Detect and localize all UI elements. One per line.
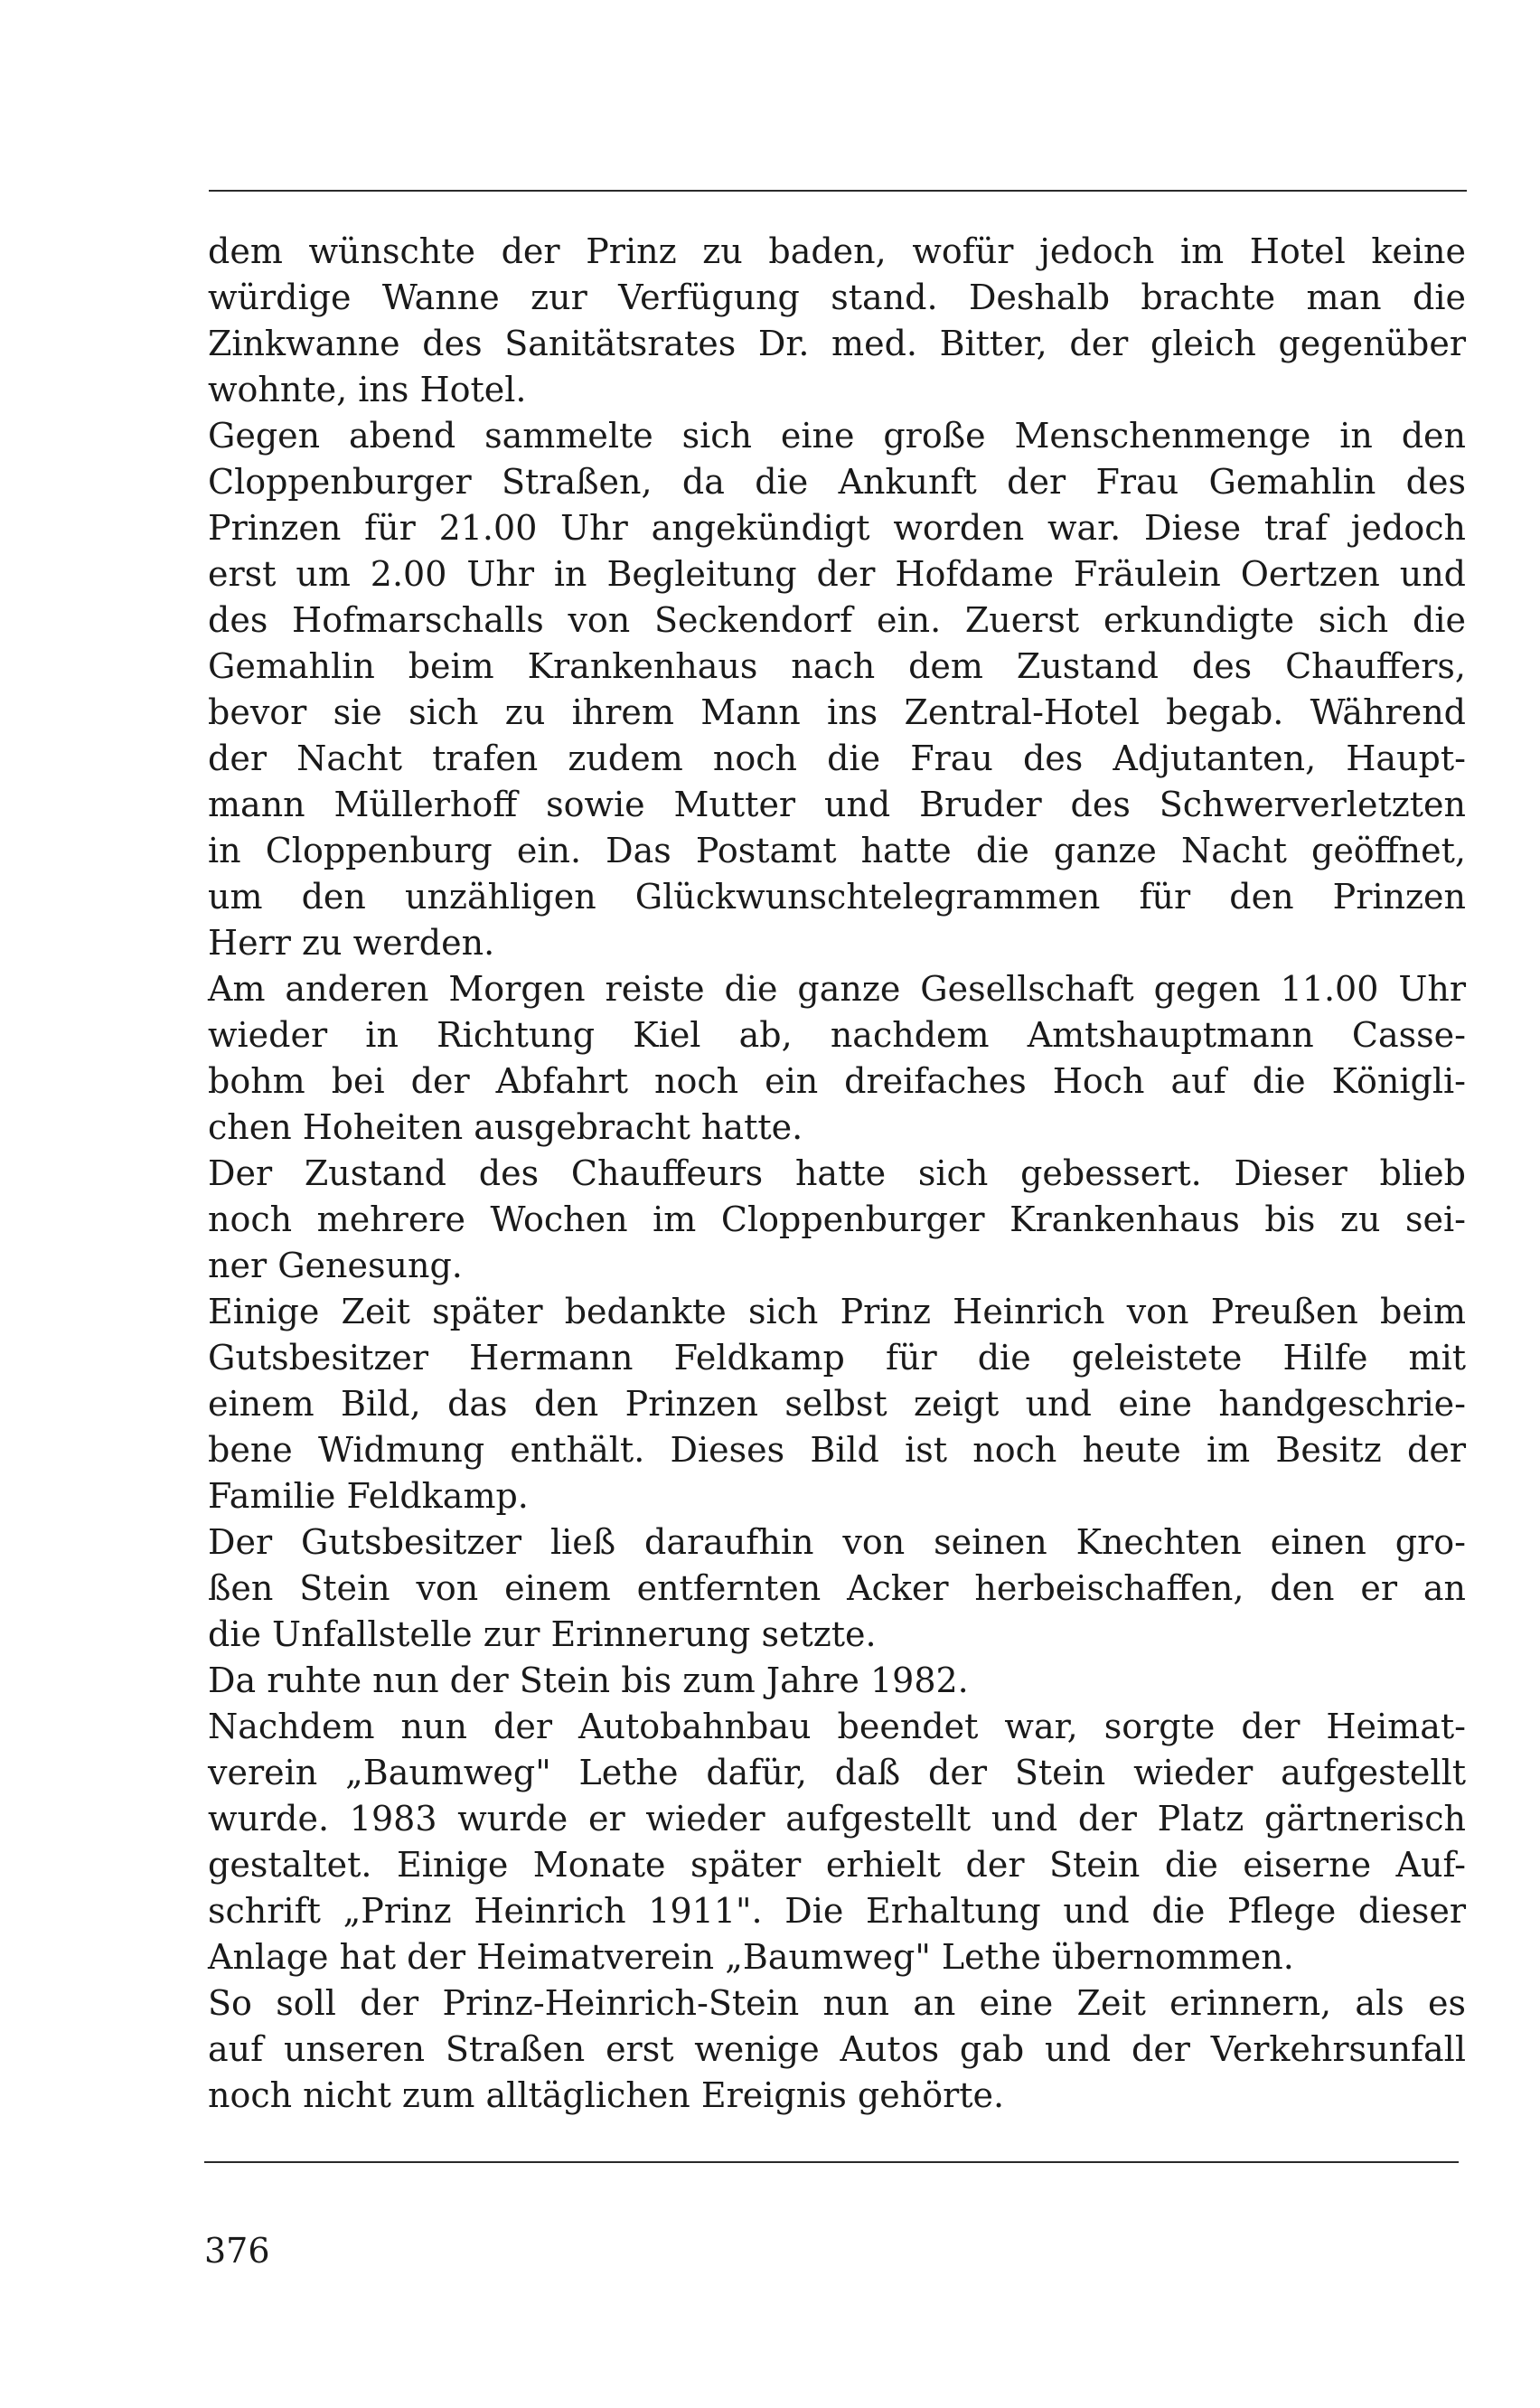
text-line: noch nicht zum alltäglichen Ereignis gehörte. xyxy=(208,2075,1005,2115)
text-line: bene Widmung enthält. Dieses Bild ist noch heute im Besitz der xyxy=(208,1430,1466,1470)
body-text xyxy=(208,229,1466,2119)
text-line: dem wünschte der Prinz zu baden, wofür jedoch im Hotel keine xyxy=(208,231,1466,271)
text-line: Der Gutsbesitzer ließ daraufhin von seinen Knechten einen gro- xyxy=(208,1522,1466,1562)
text-line: Gemahlin beim Krankenhaus nach dem Zustand des Chauffers, xyxy=(208,646,1466,686)
text-line: ßen Stein von einem entfernten Acker herbeischaffen, den er an xyxy=(208,1568,1466,1608)
page-number: 376 xyxy=(204,2231,270,2271)
text-line: Da ruhte nun der Stein bis zum Jahre 1982. xyxy=(208,1660,969,1700)
text-line: Nachdem nun der Autobahnbau beendet war, sorgte der Heimat- xyxy=(208,1707,1466,1746)
text-line: der Nacht trafen zudem noch die Frau des Adjutanten, Haupt- xyxy=(208,738,1466,778)
text-line: erst um 2.00 Uhr in Begleitung der Hofdame Fräulein Oertzen und xyxy=(208,554,1466,594)
text-line: bohm bei der Abfahrt noch ein dreifaches Hoch auf die Königli- xyxy=(208,1061,1466,1101)
text-line: gestaltet. Einige Monate später erhielt der Stein die eiserne Auf- xyxy=(208,1845,1466,1885)
text-line: wohnte, ins Hotel. xyxy=(208,370,527,409)
text-line: wieder in Richtung Kiel ab, nachdem Amtshauptmann Casse- xyxy=(208,1015,1466,1055)
text-line: in Cloppenburg ein. Das Postamt hatte die ganze Nacht geöffnet, xyxy=(208,831,1466,870)
text-line: um den unzähligen Glückwunschtelegrammen für den Prinzen xyxy=(208,877,1466,917)
text-line: chen Hoheiten ausgebracht hatte. xyxy=(208,1107,803,1147)
text-line: Anlage hat der Heimatverein „Baumweg" Lethe übernommen. xyxy=(208,1937,1294,1977)
text-line: mann Müllerhoff sowie Mutter und Bruder des Schwerverletzten xyxy=(208,785,1466,824)
text-line: auf unseren Straßen erst wenige Autos gab und der Verkehrsunfall xyxy=(208,2029,1466,2069)
text-line: So soll der Prinz-Heinrich-Stein nun an eine Zeit erinnern, als es xyxy=(208,1983,1466,2023)
text-line: Gutsbesitzer Hermann Feldkamp für die geleistete Hilfe mit xyxy=(208,1338,1466,1378)
text-line: Der Zustand des Chauffeurs hatte sich gebessert. Dieser blieb xyxy=(208,1153,1466,1193)
text-line: Zinkwanne des Sanitätsrates Dr. med. Bitter, der gleich gegenüber xyxy=(208,324,1466,363)
text-line: Familie Feldkamp. xyxy=(208,1476,529,1516)
text-line: einem Bild, das den Prinzen selbst zeigt und eine handgeschrie- xyxy=(208,1384,1466,1424)
text-line: noch mehrere Wochen im Cloppenburger Krankenhaus bis zu sei- xyxy=(208,1199,1466,1239)
text-line: des Hofmarschalls von Seckendorf ein. Zuerst erkundigte sich die xyxy=(208,600,1466,640)
text-line: Cloppenburger Straßen, da die Ankunft der Frau Gemahlin des xyxy=(208,462,1466,502)
text-line: schrift „Prinz Heinrich 1911". Die Erhaltung und die Pflege dieser xyxy=(208,1891,1466,1931)
text-line: bevor sie sich zu ihrem Mann ins Zentral-Hotel begab. Während xyxy=(208,692,1466,732)
text-line: Am anderen Morgen reiste die ganze Gesellschaft gegen 11.00 Uhr xyxy=(208,969,1466,1009)
text-line: wurde. 1983 wurde er wieder aufgestellt und der Platz gärtnerisch xyxy=(208,1799,1466,1839)
bottom-rule xyxy=(204,2161,1459,2163)
text-line: Herr zu werden. xyxy=(208,923,495,963)
text-line: ner Genesung. xyxy=(208,1246,463,1285)
text-line: Prinzen für 21.00 Uhr angekündigt worden war. Diese traf jedoch xyxy=(208,508,1466,548)
text-line: die Unfallstelle zur Erinnerung setzte. xyxy=(208,1614,877,1654)
text-line: verein „Baumweg" Lethe dafür, daß der Stein wieder aufgestellt xyxy=(208,1753,1466,1792)
text-line: Einige Zeit später bedankte sich Prinz Heinrich von Preußen beim xyxy=(208,1292,1466,1331)
text-line: Gegen abend sammelte sich eine große Menschenmenge in den xyxy=(208,416,1466,456)
top-rule xyxy=(209,190,1467,192)
text-line: würdige Wanne zur Verfügung stand. Deshalb brachte man die xyxy=(208,277,1466,317)
